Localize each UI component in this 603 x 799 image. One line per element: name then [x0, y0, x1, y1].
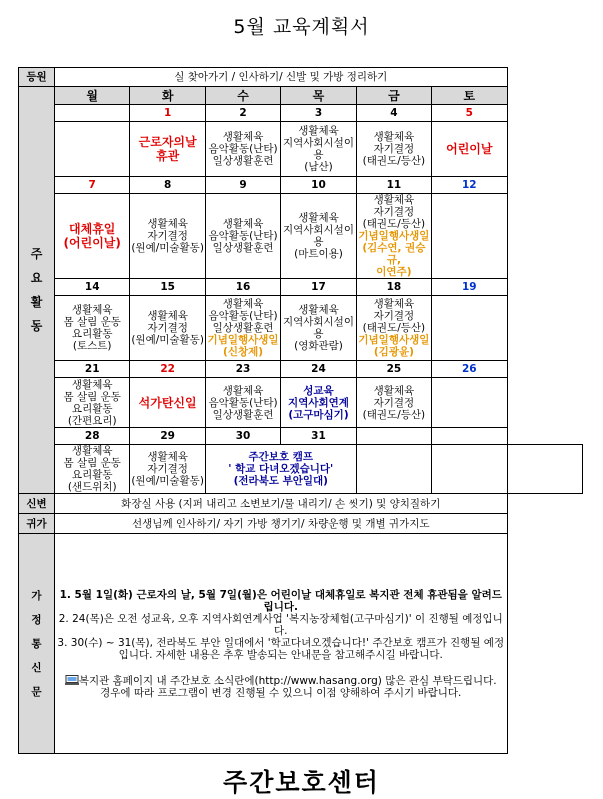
- activity-line: (신창제): [223, 346, 264, 358]
- date-cell: 18: [356, 279, 431, 296]
- activity-line: 몸 살림 운동: [63, 316, 121, 328]
- activity-line: 지역사회시설이용: [282, 316, 354, 340]
- center-name-footer: 주간보호센터: [223, 768, 380, 797]
- notice-label-char: [19, 602, 54, 614]
- activity-line: (김수연, 권승규,: [362, 242, 426, 266]
- activity-line: 생활체육: [298, 125, 339, 137]
- activity-line: 생활체육: [222, 384, 264, 397]
- notice-label-char: 정: [31, 613, 42, 626]
- date-cell: [432, 428, 507, 445]
- date-cell: 5: [432, 105, 507, 122]
- activity-line: 생활체육: [71, 304, 113, 316]
- date-cell: 4: [356, 105, 431, 122]
- date-cell: 10: [281, 177, 356, 194]
- activity-line: 생활체육: [147, 451, 188, 463]
- date-cell: 26: [432, 361, 507, 378]
- activity-line: (태권도/등산): [362, 218, 426, 230]
- date-cell: 16: [205, 279, 280, 296]
- activity-cell: [432, 194, 507, 279]
- date-cell: 9: [205, 177, 280, 194]
- activity-line: (어린이날): [63, 236, 121, 250]
- activity-cell: [205, 378, 280, 428]
- activity-cell: [205, 296, 280, 361]
- activity-line: (간편요리): [67, 414, 117, 427]
- weekday-header: 토: [432, 87, 507, 105]
- activity-cell: [55, 296, 130, 361]
- notice-label-char: 가: [31, 589, 42, 602]
- activity-line: 요리활동: [71, 402, 113, 415]
- notice-body: [55, 534, 508, 754]
- activity-cell: [55, 445, 130, 494]
- activity-line: (김광윤): [373, 346, 414, 358]
- notice-text: 경우에 따라 프로그램이 변경 진행될 수 있으니 이점 양해하여 주시기 바랍니다.: [100, 686, 462, 699]
- activity-line: 생활체육: [147, 310, 188, 322]
- notice-item: [55, 637, 507, 661]
- activity-line: 기념일행사생일: [358, 334, 430, 346]
- date-cell: 28: [55, 428, 130, 445]
- activity-line: 음악활동(난타): [208, 230, 278, 242]
- date-cell: 11: [356, 177, 431, 194]
- activity-line: 자기결정: [373, 143, 415, 155]
- activity-line: 생활체육: [147, 218, 188, 230]
- activity-line: 기념일행사생일: [207, 334, 279, 346]
- activity-line: 음악활동(난타): [208, 310, 278, 322]
- notice-label-char: [19, 674, 54, 686]
- notice-item: [55, 687, 507, 699]
- activity-line: 생활체육: [373, 194, 415, 206]
- activity-cell: [205, 445, 356, 494]
- date-cell: 21: [55, 361, 130, 378]
- main-activities-label: [19, 87, 55, 494]
- activity-line: 요리활동: [71, 328, 113, 340]
- activity-line: 자기결정: [373, 206, 415, 218]
- activity-line: 이연주): [376, 266, 412, 278]
- activity-line: 대체휴일: [69, 222, 116, 236]
- activity-line: 생활체육: [373, 298, 415, 310]
- notice-item: [55, 613, 507, 637]
- activity-line: (남산): [304, 161, 333, 173]
- activity-cell: [130, 378, 205, 428]
- bathroom-label: 신변: [19, 494, 55, 514]
- activity-line: 몸 살림 운동: [63, 457, 121, 469]
- notice-label: [19, 534, 55, 754]
- activity-line: (마트이용): [294, 248, 343, 260]
- activity-cell: [55, 378, 130, 428]
- activity-line: 음악활동(난타): [208, 143, 278, 155]
- activity-line: 지역사회시설이용: [282, 137, 354, 161]
- notice-item: [55, 675, 507, 687]
- activity-line: 일상생활훈련: [212, 155, 274, 167]
- date-cell: 3: [281, 105, 356, 122]
- activity-line: 자기결정: [147, 463, 188, 475]
- activity-line: 생활체육: [71, 378, 113, 391]
- notice-label-char: 신: [31, 661, 42, 674]
- weekday-header: 월: [55, 87, 130, 105]
- activity-line: 지역사회시설이용: [282, 224, 354, 248]
- activity-cell: [356, 194, 431, 279]
- notice-label-char: 통: [31, 637, 42, 650]
- date-cell: 15: [130, 279, 205, 296]
- activity-cell: [281, 122, 356, 177]
- activity-line: 휴관: [156, 149, 180, 163]
- activity-line: 일상생활훈련: [212, 242, 274, 254]
- activity-line: 생활체육: [222, 131, 264, 143]
- weekday-header: 금: [356, 87, 431, 105]
- activity-line: 일상생활훈련: [212, 408, 274, 421]
- date-cell: 2: [205, 105, 280, 122]
- activity-cell: [281, 378, 356, 428]
- activity-line: (태권도/등산): [362, 155, 426, 167]
- activity-line: ' 학교 다녀오겠습니다': [228, 463, 334, 475]
- activity-cell: [432, 122, 507, 177]
- activity-line: 자기결정: [147, 230, 188, 242]
- activity-line: (샌드위치): [67, 481, 117, 493]
- activity-line: 근로자의날: [138, 135, 197, 149]
- activity-cell: [205, 194, 280, 279]
- weekday-header: 화: [130, 87, 205, 105]
- activity-line: 생활체육: [298, 212, 339, 224]
- date-cell: 12: [432, 177, 507, 194]
- activity-line: 일상생활훈련: [212, 322, 274, 334]
- activity-line: 생활체육: [373, 384, 415, 397]
- activity-line: (태권도/등산): [362, 408, 426, 421]
- activity-cell: [432, 378, 507, 428]
- activity-line: 요리활동: [71, 469, 113, 481]
- activity-cell: [356, 122, 431, 177]
- date-cell: 30: [205, 428, 280, 445]
- activity-line: (토스트): [72, 340, 112, 352]
- departure-label: 귀가: [19, 514, 55, 534]
- activity-line: (태권도/등산): [362, 322, 426, 334]
- activity-cell: [130, 122, 205, 177]
- activity-cell: [356, 378, 431, 428]
- activity-line: (원예/미술활동): [131, 334, 204, 346]
- activity-line: 생활체육: [71, 445, 113, 457]
- activity-line: 생활체육: [222, 298, 264, 310]
- departure-text: 선생님께 인사하기/ 자기 가방 챙기기/ 차량운행 및 개별 귀가지도: [55, 514, 508, 534]
- date-cell: [55, 105, 130, 122]
- main-activities-char: 활: [30, 295, 43, 309]
- schedule-table: [18, 67, 583, 754]
- activity-cell: [507, 445, 582, 494]
- activity-line: 기념일행사생일: [358, 230, 430, 242]
- activity-line: 자기결정: [373, 396, 415, 409]
- notice-label-char: [19, 650, 54, 662]
- weekday-header: 수: [205, 87, 280, 105]
- activity-cell: [281, 296, 356, 361]
- date-cell: 29: [130, 428, 205, 445]
- arrival-label: 등원: [19, 68, 55, 87]
- activity-line: (전라북도 부안일대): [233, 475, 328, 487]
- activity-cell: [55, 122, 130, 177]
- notice-label-char: [19, 626, 54, 638]
- activity-line: 생활체육: [298, 304, 339, 316]
- computer-icon: [65, 675, 79, 685]
- activity-cell: [130, 194, 205, 279]
- activity-line: 성교육: [303, 384, 334, 397]
- activity-line: 주간보호 캠프: [248, 451, 314, 463]
- activity-line: (고구마심기): [288, 408, 349, 421]
- date-cell: 17: [281, 279, 356, 296]
- notice-item: [55, 589, 507, 613]
- date-cell: 7: [55, 177, 130, 194]
- activity-line: 몸 살림 운동: [63, 390, 121, 403]
- arrival-text: 실 찾아가기 / 인사하기/ 신발 및 가방 정리하기: [55, 68, 508, 87]
- date-cell: [356, 428, 431, 445]
- date-cell: 1: [130, 105, 205, 122]
- activity-line: 음악활동(난타): [208, 396, 278, 409]
- activity-cell: [55, 194, 130, 279]
- activity-line: (원예/미술활동): [131, 242, 204, 254]
- date-cell: 22: [130, 361, 205, 378]
- date-cell: 25: [356, 361, 431, 378]
- activity-cell: [356, 445, 431, 494]
- activity-cell: [130, 296, 205, 361]
- activity-line: 어린이날: [446, 142, 493, 156]
- activity-line: 지역사회연계: [288, 396, 349, 409]
- date-cell: 24: [281, 361, 356, 378]
- activity-line: 자기결정: [147, 322, 188, 334]
- date-cell: 19: [432, 279, 507, 296]
- activity-cell: [432, 445, 507, 494]
- activity-cell: [356, 296, 431, 361]
- activity-line: (영화관람): [294, 340, 343, 352]
- main-activities-char: 요: [30, 271, 43, 285]
- weekday-header: 목: [281, 87, 356, 105]
- activity-cell: [205, 122, 280, 177]
- activity-line: 자기결정: [373, 310, 415, 322]
- activity-cell: [130, 445, 205, 494]
- date-cell: 14: [55, 279, 130, 296]
- notice-text: 1. 5월 1일(화) 근로자의 날, 5월 7일(월)은 어린이날 대체휴일로 복지관 전체 휴관됨을 알려드립니다.: [59, 588, 502, 613]
- activity-cell: [281, 194, 356, 279]
- notice-text: 복지관 홈페이지 내 주간보호 소식란에(http://www.hasang.org) 많은 관심 부탁드립니다.: [78, 674, 497, 687]
- bathroom-text: 화장실 사용 (지퍼 내리고 소변보기/물 내리기/ 손 씻기) 및 양치질하기: [55, 494, 508, 514]
- notice-text: 3. 30(수) ~ 31(목), 전라북도 부안 일대에서 '학교다녀오겠습니다!' 주간보호 캠프가 진행될 예정입니다. 자세한 내용은 추후 발송되는 안내문을 참고해주시길 바랍니다.: [57, 636, 505, 661]
- main-activities-char: 동: [30, 319, 43, 333]
- notice-label-char: 문: [31, 685, 42, 698]
- activity-line: 석가탄신일: [138, 395, 197, 410]
- activity-line: 생활체육: [373, 131, 415, 143]
- date-cell: 23: [205, 361, 280, 378]
- notice-text: 2. 24(목)은 오전 성교육, 오후 지역사회연계사업 '복지농장체험(고구마심기)' 이 진행될 예정입니다.: [58, 612, 503, 637]
- date-cell: 31: [281, 428, 356, 445]
- date-cell: 8: [130, 177, 205, 194]
- main-activities-char: 주: [30, 247, 43, 261]
- activity-line: (원예/미술활동): [131, 475, 204, 487]
- page-title: 5월 교육계획서: [233, 16, 370, 38]
- activity-line: 생활체육: [222, 218, 264, 230]
- activity-cell: [432, 296, 507, 361]
